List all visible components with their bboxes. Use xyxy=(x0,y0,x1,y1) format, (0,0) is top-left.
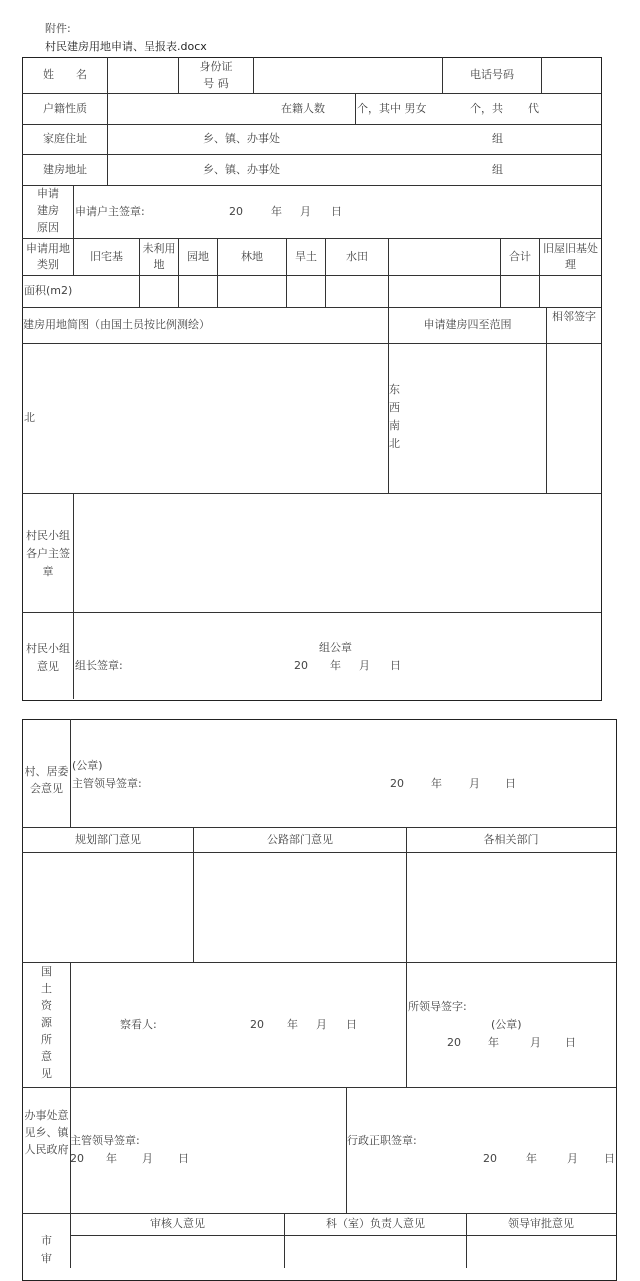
boundary-label: 申请建房四至范围 xyxy=(423,318,512,331)
land-type-old-house: 旧屋旧基处理 xyxy=(543,242,598,271)
col-divider xyxy=(70,719,71,827)
village-committee-label: 村、居委会意见 xyxy=(24,765,69,795)
year-label: 年 xyxy=(106,1152,117,1165)
year-label: 年 xyxy=(330,659,341,672)
col-divider xyxy=(253,57,254,94)
col-divider xyxy=(178,238,179,307)
household-nature-label: 户籍性质 xyxy=(43,102,87,115)
row-divider xyxy=(22,93,601,94)
row-divider xyxy=(22,154,601,155)
attachment-label: 附件: xyxy=(45,22,71,35)
reason-label-1: 申请 xyxy=(37,187,59,200)
document-filename: 村民建房用地申请、呈报表.docx xyxy=(45,40,207,53)
direction-south: 南 xyxy=(389,419,400,432)
col-divider xyxy=(388,238,389,493)
direction-east: 东 xyxy=(389,383,400,396)
row-divider xyxy=(22,185,601,186)
land-type-garden: 园地 xyxy=(187,250,209,263)
row-divider xyxy=(22,1213,616,1214)
row-divider xyxy=(22,124,601,125)
row-divider xyxy=(22,307,601,308)
col-divider xyxy=(286,238,287,307)
other-depts-header: 各相关部门 xyxy=(483,833,539,846)
year-label: 年 xyxy=(287,1018,298,1031)
name-label: 姓 名 xyxy=(43,68,87,81)
year-prefix: 20 xyxy=(447,1036,461,1049)
land-type-forest: 林地 xyxy=(241,250,263,263)
registered-count-label: 在籍人数 xyxy=(281,102,325,115)
day-label: 日 xyxy=(331,205,342,218)
generations-text: 代 xyxy=(528,102,539,115)
neighbor-sign-label: 相邻签字 xyxy=(552,310,596,323)
leader-approval-header: 领导审批意见 xyxy=(508,1217,574,1230)
applicant-sign-label: 申请户主签章: xyxy=(75,205,145,218)
day-label: 日 xyxy=(604,1152,615,1165)
year-label: 年 xyxy=(431,777,442,790)
build-address-label: 建房地址 xyxy=(43,163,87,176)
col-divider xyxy=(325,238,326,307)
reason-label-2: 建房 xyxy=(37,204,59,217)
direction-west: 西 xyxy=(389,401,400,414)
reviewer-opinion-header: 审核人意见 xyxy=(150,1217,205,1230)
admin-chief-sign-label: 行政正职签章: xyxy=(347,1134,417,1147)
land-type-total: 合计 xyxy=(509,250,531,263)
office-leader-sign-label: 所领导签字: xyxy=(408,1000,467,1013)
township-text: 乡、镇、办事处 xyxy=(203,163,280,176)
month-label: 月 xyxy=(469,777,480,790)
year-prefix: 20 xyxy=(390,777,404,790)
leader-sign-label: 主管领导签章: xyxy=(72,777,142,790)
day-label: 日 xyxy=(346,1018,357,1031)
col-divider xyxy=(406,827,407,1087)
row-divider xyxy=(22,493,601,494)
year-label: 年 xyxy=(271,205,282,218)
inspector-label: 察看人: xyxy=(120,1018,157,1031)
day-label: 日 xyxy=(390,659,401,672)
month-label: 月 xyxy=(300,205,311,218)
col-divider xyxy=(346,1087,347,1213)
col-divider xyxy=(500,238,501,307)
day-label: 日 xyxy=(565,1036,576,1049)
row-divider xyxy=(22,612,601,613)
row-divider xyxy=(22,1087,616,1088)
reason-label-3: 原因 xyxy=(37,221,59,234)
land-office-label-4: 源 xyxy=(41,1016,52,1029)
city-review-label-1: 市 xyxy=(41,1234,52,1247)
group-opinion-label: 村民小组意见 xyxy=(26,642,70,673)
land-office-label-2: 土 xyxy=(41,982,52,995)
day-label: 日 xyxy=(505,777,516,790)
group-text: 组 xyxy=(492,163,503,176)
land-office-label-6: 意 xyxy=(41,1050,52,1063)
year-prefix: 20 xyxy=(250,1018,264,1031)
day-label: 日 xyxy=(178,1152,189,1165)
year-label: 年 xyxy=(488,1036,499,1049)
group-leader-sign-label: 组长签章: xyxy=(75,659,123,672)
row-divider xyxy=(22,827,616,828)
land-office-label-7: 见 xyxy=(41,1067,52,1080)
col-divider xyxy=(193,827,194,962)
month-label: 月 xyxy=(530,1036,541,1049)
row-divider xyxy=(22,238,601,239)
group-text: 组 xyxy=(492,132,503,145)
direction-north: 北 xyxy=(389,437,400,450)
month-label: 月 xyxy=(316,1018,327,1031)
year-prefix: 20 xyxy=(483,1152,497,1165)
id-label-line1: 身份证 xyxy=(199,60,233,73)
row-divider xyxy=(22,852,616,853)
row-divider xyxy=(22,275,601,276)
col-divider xyxy=(355,93,356,125)
count-detail-text: 个，其中 男女 xyxy=(357,102,427,115)
total-text: 个，共 xyxy=(470,102,503,115)
col-divider xyxy=(546,307,547,493)
phone-label: 电话号码 xyxy=(470,68,514,81)
col-divider xyxy=(73,493,74,699)
leader-sign-label: 主管领导签章: xyxy=(70,1134,140,1147)
villager-sign-label: 村民小组各户主签章 xyxy=(26,529,70,578)
planning-dept-header: 规划部门意见 xyxy=(75,833,141,846)
month-label: 月 xyxy=(567,1152,578,1165)
month-label: 月 xyxy=(142,1152,153,1165)
row-divider xyxy=(22,343,601,344)
id-label-line2: 号 码 xyxy=(203,77,229,90)
township-opinion-label: 办事处意见乡、镇人民政府 xyxy=(24,1109,69,1156)
year-label: 年 xyxy=(526,1152,537,1165)
year-prefix: 20 xyxy=(229,205,243,218)
row-divider xyxy=(22,962,616,963)
section-chief-opinion-header: 科（室）负责人意见 xyxy=(326,1217,425,1230)
highway-dept-header: 公路部门意见 xyxy=(267,833,333,846)
seal-text: (公章) xyxy=(491,1018,522,1031)
north-marker: 北 xyxy=(24,411,35,424)
row-divider xyxy=(70,1235,616,1236)
land-office-label-1: 国 xyxy=(41,965,52,978)
month-label: 月 xyxy=(359,659,370,672)
col-divider xyxy=(107,57,108,185)
area-label: 面积(m2) xyxy=(24,284,73,297)
form2-border xyxy=(22,719,617,1281)
col-divider xyxy=(217,238,218,307)
home-address-label: 家庭住址 xyxy=(43,132,87,145)
group-seal-text: 组公章 xyxy=(319,641,352,654)
year-prefix: 20 xyxy=(70,1152,84,1165)
land-type-old-homestead: 旧宅基 xyxy=(90,250,123,263)
sketch-label: 建房用地简图（由国土员按比例测绘） xyxy=(23,318,210,331)
land-type-dry: 旱土 xyxy=(295,250,317,263)
land-office-label-3: 资 xyxy=(41,999,52,1012)
land-type-paddy: 水田 xyxy=(346,250,368,263)
city-review-label-2: 审 xyxy=(41,1252,52,1265)
land-type-unused: 未利用地 xyxy=(142,242,176,271)
year-prefix: 20 xyxy=(294,659,308,672)
township-text: 乡、镇、办事处 xyxy=(203,132,280,145)
col-divider xyxy=(541,57,542,94)
land-office-label-5: 所 xyxy=(41,1033,52,1046)
seal-text: (公章) xyxy=(72,759,103,772)
land-type-label: 申请用地类别 xyxy=(26,242,70,271)
